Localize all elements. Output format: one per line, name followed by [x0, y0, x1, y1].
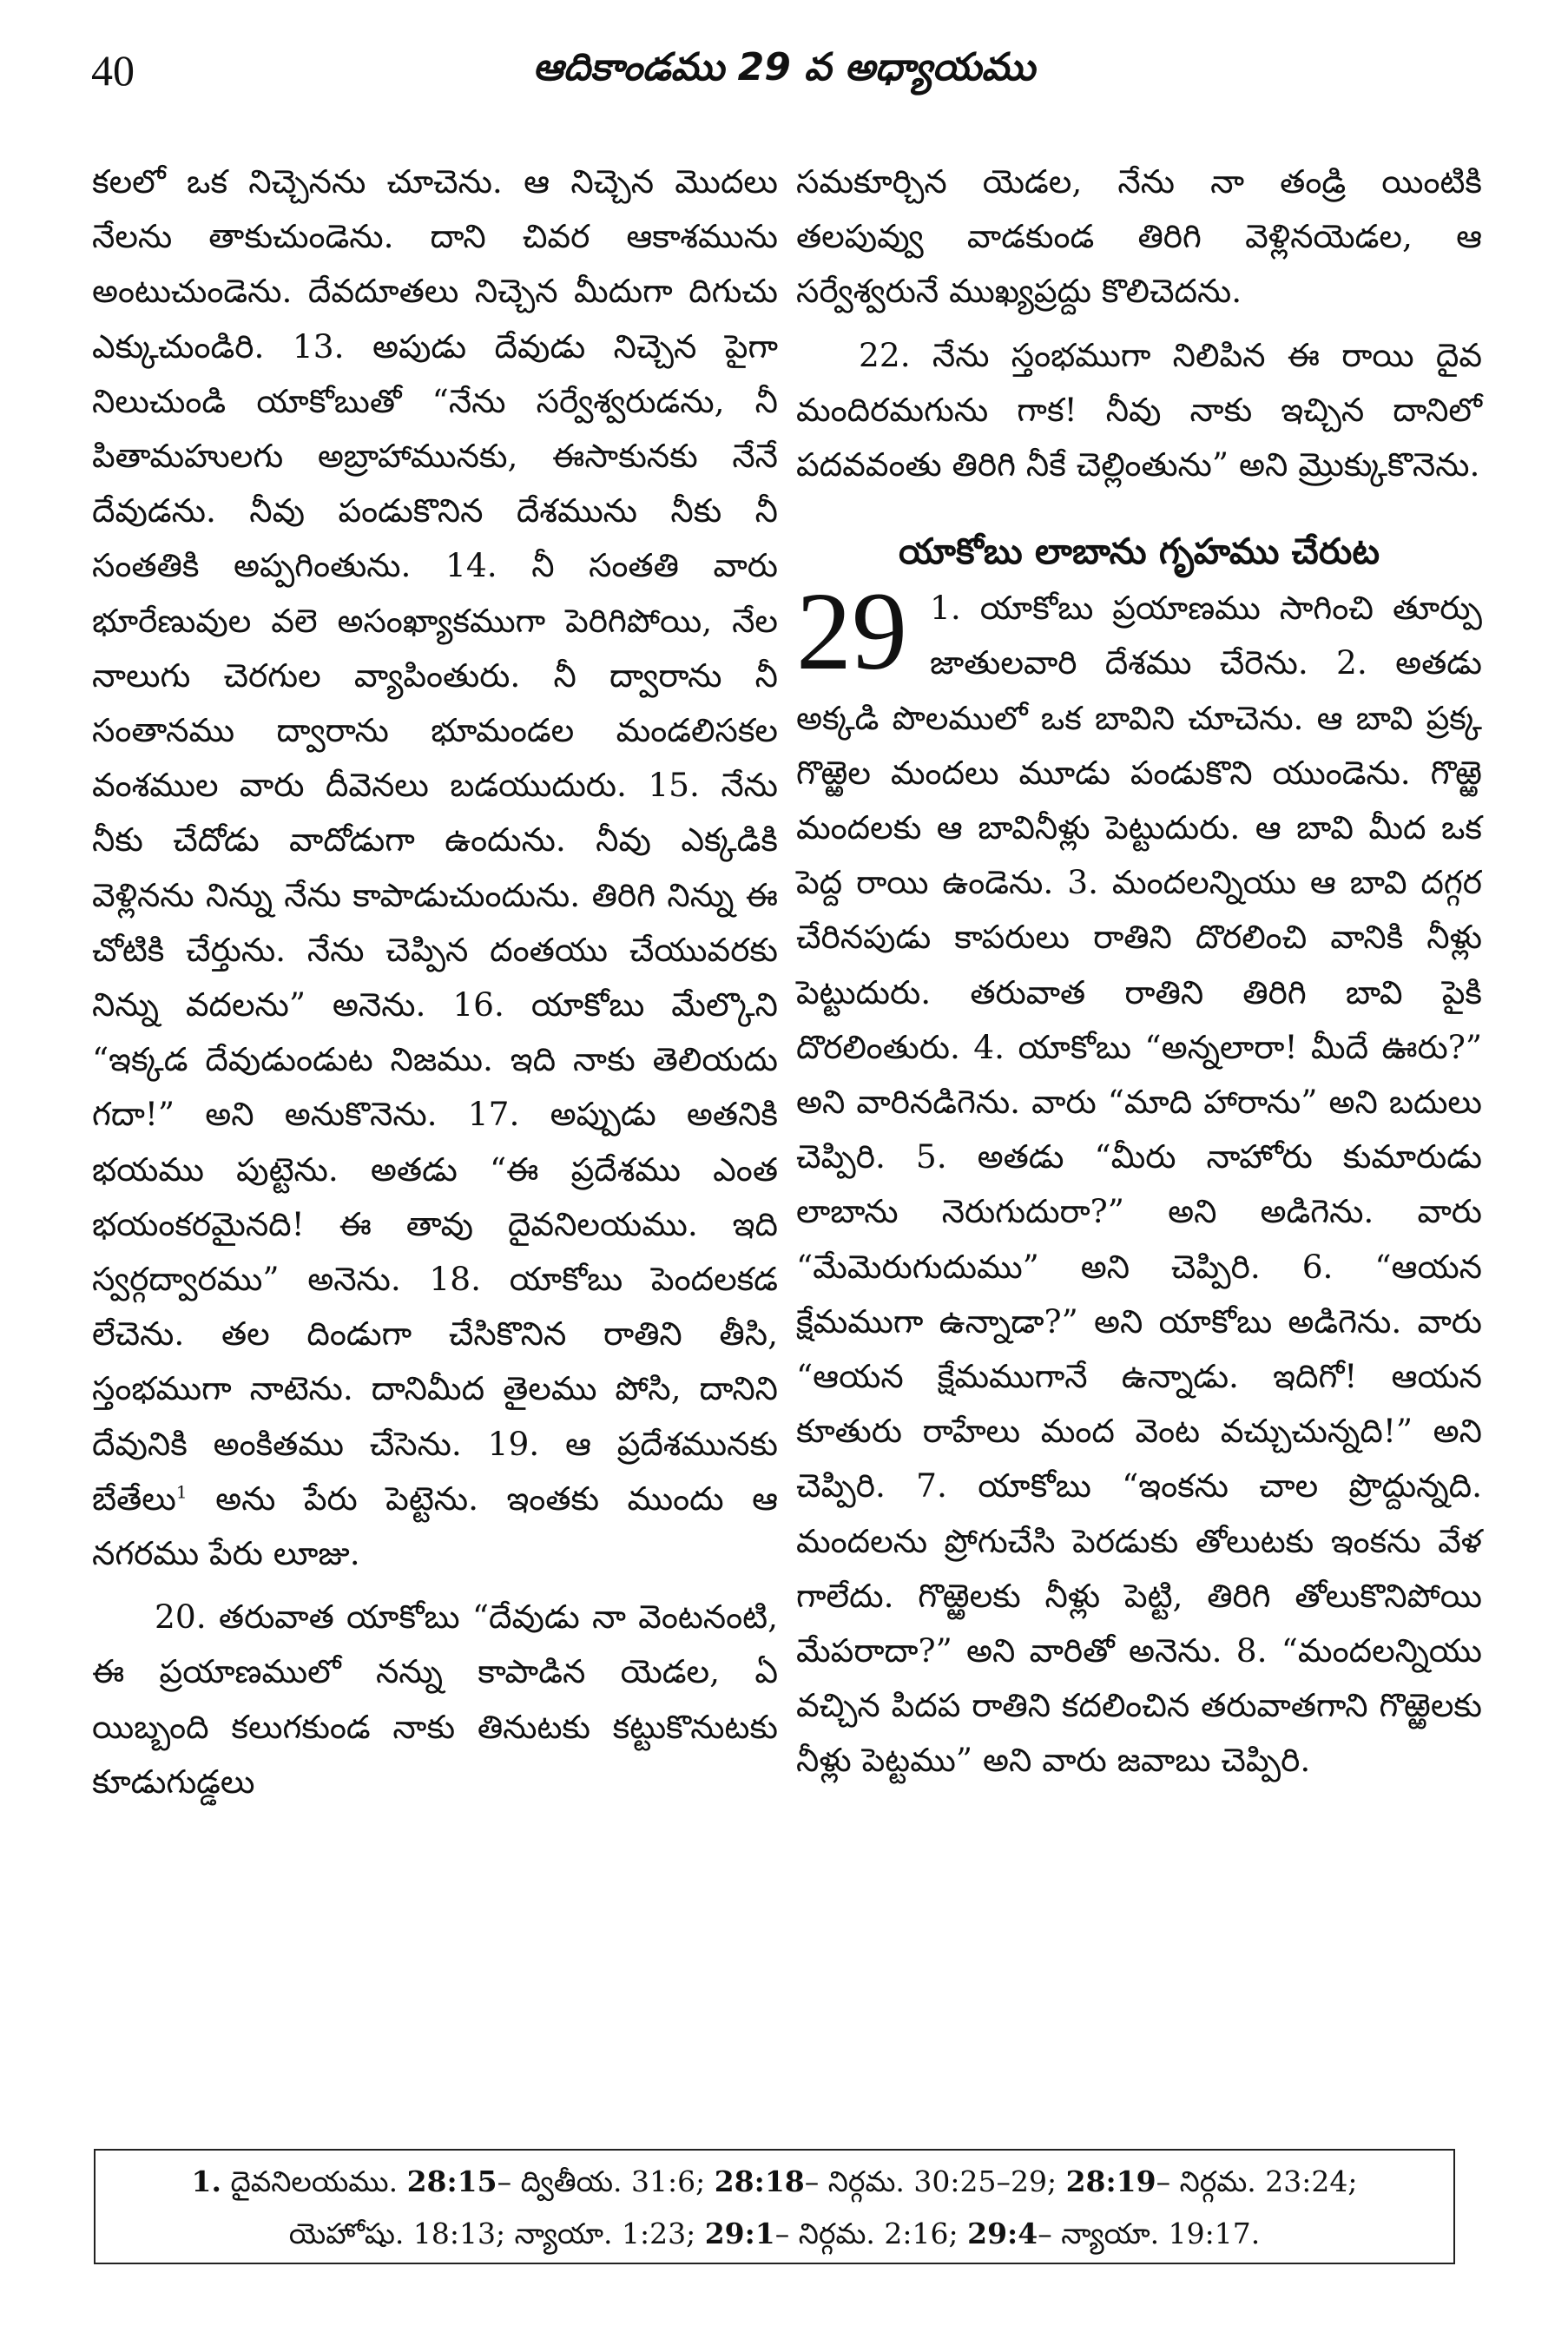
footnote-text: – నిర్గమ. 30:25–29;	[804, 2164, 1066, 2198]
cross-reference: 28:19	[1065, 2164, 1156, 2198]
footnote-line	[96, 2208, 1453, 2260]
footnote-text: – న్యాయా. 19:17.	[1038, 2217, 1261, 2250]
body-paragraph	[92, 155, 778, 1581]
running-title: ఆదికాండము 29 వ అధ్యాయము	[532, 45, 1036, 89]
body-paragraph: 20. తరువాత యాకోబు “దేవుడు నా వెంటనంటి, ఈ ప్రయాణములో నన్ను కాపాడిన యెడల, ఏ యిబ్బంది కలుగకుండ నాకు తినుటకు కట్టుకొనుటకు కూడుగుడ్డలు	[92, 1598, 778, 1801]
cross-reference: 28:18	[714, 2164, 805, 2198]
footnote-text: యెహోషు. 18:13; న్యాయా. 1:23;	[288, 2217, 705, 2250]
cross-reference: 29:1	[704, 2217, 775, 2250]
cross-reference: 28:15	[406, 2164, 497, 2198]
chapter-number: 29	[796, 570, 907, 694]
cross-reference: 29:4	[967, 2217, 1038, 2250]
body-paragraph: 22. నేను స్తంభముగా నిలిపిన ఈ రాయి దైవ మందిరమగును గాక! నీవు నాకు ఇచ్చిన దానిలో పదవవంతు తిరిగి నీకే చెల్లింతును” అని మ్రొక్కుకొనెను.	[796, 335, 1482, 484]
right-column	[796, 155, 1482, 1789]
footnote-line	[96, 2156, 1453, 2208]
verse-text: అను పేరు పెట్టెను. ఇంతకు ముందు ఆ నగరము పేరు లూజు.	[92, 1479, 778, 1573]
chapter-paragraph	[796, 570, 1482, 1788]
footnotes-box	[94, 2149, 1455, 2264]
verse-text: 1. యాకోబు ప్రయాణము సాగించి తూర్పు జాతులవారి దేశము చేరెను. 2. అతడు అక్కడి పొలములో ఒక బావిని చూచెను. ఆ బావి ప్రక్క గొఱ్ఱెల మందలు మూడు పండుకొని యుండెను. గొఱ్ఱె మందలకు ఆ బావినీళ్లు పెట్టుదురు. ఆ బావి మీద ఒక పెద్ద రాయి ఉండెను. 3. మందలన్నియు ఆ బావి దగ్గర చేరినపుడు కాపరులు రాతిని దొరలించి వానికి నీళ్లు పెట్టుదురు. తరువాత రాతిని తిరిగి బావి పైకి దొరలింతురు. 4. యాకోబు “అన్నలారా! మీదే ఊరు?” అని వారినడిగెను. వారు “మాది హారాను” అని బదులు చెప్పిరి. 5. అతడు “మీరు నాహోరు కుమారుడు లాబాను నెరుగుదురా?” అని అడిగెను. వారు “మేమెరుగుదుము” అని చెప్పిరి. 6. “ఆయన క్షేమముగా ఉన్నాడా?” అని యాకోబు అడిగెను. వారు “ఆయన క్షేమముగానే ఉన్నాడు. ఇదిగో! ఆయన కూతురు రాహేలు మంద వెంట వచ్చుచున్నది!” అని చెప్పిరి. 7. యాకోబు “ఇంకను చాల ప్రొద్దున్నది. మందలను ప్రోగుచేసి పెరడుకు తోలుటకు ఇంకను వేళ గాలేదు. గొఱ్ఱెలకు నీళ్లు పెట్టి, తిరిగి తోలుకొనిపోయి మేపరాదా?” అని వారితో అనెను. 8. “మందలన్నియు వచ్చిన పిదప రాతిని కదలించిన తరువాతగాని గొఱ్ఱెలకు నీళ్లు పెట్టము” అని వారు జవాబు చెప్పిరి.	[796, 589, 1482, 1780]
page-number: 40	[91, 46, 135, 95]
footnote-text: దైవనిలయము.	[221, 2164, 407, 2198]
footnote-text: – నిర్గమ. 23:24;	[1156, 2164, 1358, 2198]
footnote-number: 1.	[191, 2164, 221, 2198]
page-header	[91, 45, 1477, 106]
left-column	[92, 155, 778, 1809]
verse-text: కలలో ఒక నిచ్చెనను చూచెను. ఆ నిచ్చెన మొదలు నేలను తాకుచుండెను. దాని చివర ఆకాశమును అంటుచుండెను. దేవదూతలు నిచ్చెన మీదుగా దిగుచు ఎక్కుచుండిరి. 13. అపుడు దేవుడు నిచ్చెన పైగా నిలుచుండి యాకోబుతో “నేను సర్వేశ్వరుడను, నీ పితామహులగు అబ్రాహామునకు, ఈసాకునకు నేనే దేవుడను. నీవు పండుకొనిన దేశమును నీకు నీ సంతతికి అప్పగింతును. 14. నీ సంతతి వారు భూరేణువుల వలె అసంఖ్యాకముగా పెరిగిపోయి, నేల నాలుగు చెరగుల వ్యాపింతురు. నీ ద్వారాను నీ సంతానము ద్వారాను భూమండల మండలిసకల వంశముల వారు దీవెనలు బడయుదురు. 15. నేను నీకు చేదోడు వాదోడుగా ఉందును. నీవు ఎక్కడికి వెళ్లినను నిన్ను నేను కాపాడుచుందును. తిరిగి నిన్ను ఈ చోటికి చేర్తును. నేను చెప్పిన దంతయు చేయువరకు నిన్ను వదలను” అనెను. 16. యాకోబు మేల్కొని “ఇక్కడ దేవుడుండుట నిజము. ఇది నాకు తెలియదు గదా!” అని అనుకొనెను. 17. అప్పుడు అతనికి భయము పుట్టెను. అతడు “ఈ ప్రదేశము ఎంత భయంకరమైనది! ఈ తావు దైవనిలయము. ఇది స్వర్గద్వారము” అనెను. 18. యాకోబు పెందలకడ లేచెను. తల దిండుగా చేసికొనిన రాతిని తీసి, స్తంభముగా నాటెను. దానిమీద తైలము పోసి, దానిని దేవునికి అంకితము చేసెను. 19. ఆ ప్రదేశమునకు బేతేలు	[92, 162, 778, 1518]
body-paragraph: సమకూర్చిన యెడల, నేను నా తండ్రి యింటికి తలపువ్వు వాడకుండ తిరిగి వెళ్లినయెడల, ఆ సర్వేశ్వరునే ముఖ్యప్రద్దు కొలిచెదను.	[796, 162, 1482, 311]
section-heading: యాకోబు లాబాను గృహము చేరుట	[898, 530, 1380, 573]
footnote-marker[interactable]: 1	[175, 1481, 188, 1503]
footnote-text: – ద్వితీయ. 31:6;	[497, 2164, 715, 2198]
footnote-text: – నిర్గమ. 2:16;	[774, 2217, 968, 2250]
